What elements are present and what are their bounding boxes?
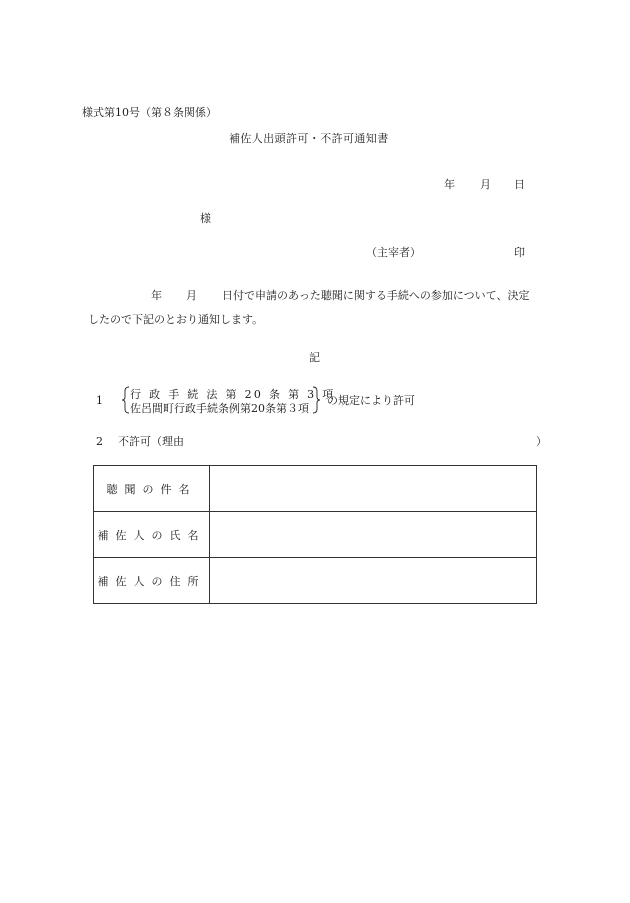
law-option-2: 佐呂間町行政手続条例第20条第３項 [130, 402, 309, 415]
date-year: 年 [444, 178, 455, 191]
row-label-hearing-subject: 聴聞の件名 [94, 466, 210, 512]
item1-suffix: の規定により許可 [327, 394, 415, 407]
body-year: 年 [151, 289, 162, 302]
item2-number: 2 [96, 435, 103, 448]
law-options [122, 385, 336, 415]
seal-mark: 印 [514, 246, 525, 259]
body-month: 月 [186, 289, 197, 302]
law-option-1: 行 政 手 続 法 第 20 条 第 3 項 [130, 388, 336, 401]
item2-close: ） [536, 435, 547, 448]
item1-number: 1 [96, 394, 103, 407]
addressee-suffix: 様 [200, 212, 211, 225]
row-value-assistant-address[interactable] [210, 558, 537, 604]
notes-heading: 記 [309, 351, 320, 364]
item2-label: 不許可（理由 [118, 435, 184, 448]
date-month: 月 [480, 178, 491, 191]
row-value-hearing-subject[interactable] [210, 466, 537, 512]
row-label-assistant-address: 補佐人の住所 [94, 558, 210, 604]
sender-label: （主宰者） [366, 246, 421, 259]
table-row [94, 558, 537, 604]
info-table [93, 465, 537, 604]
row-value-assistant-name[interactable] [210, 512, 537, 558]
row-label-assistant-name: 補佐人の氏名 [94, 512, 210, 558]
table-row [94, 512, 537, 558]
date-day: 日 [514, 178, 525, 191]
document-title: 補佐人出頭許可・不許可通知書 [229, 132, 389, 145]
body-line1: 日付で申請のあった聴聞に関する手続への参加について、決定 [222, 289, 530, 302]
form-number: 様式第10号（第８条関係） [82, 106, 217, 119]
body-line2: したので下記のとおり通知します。 [88, 313, 264, 326]
table-row [94, 466, 537, 512]
